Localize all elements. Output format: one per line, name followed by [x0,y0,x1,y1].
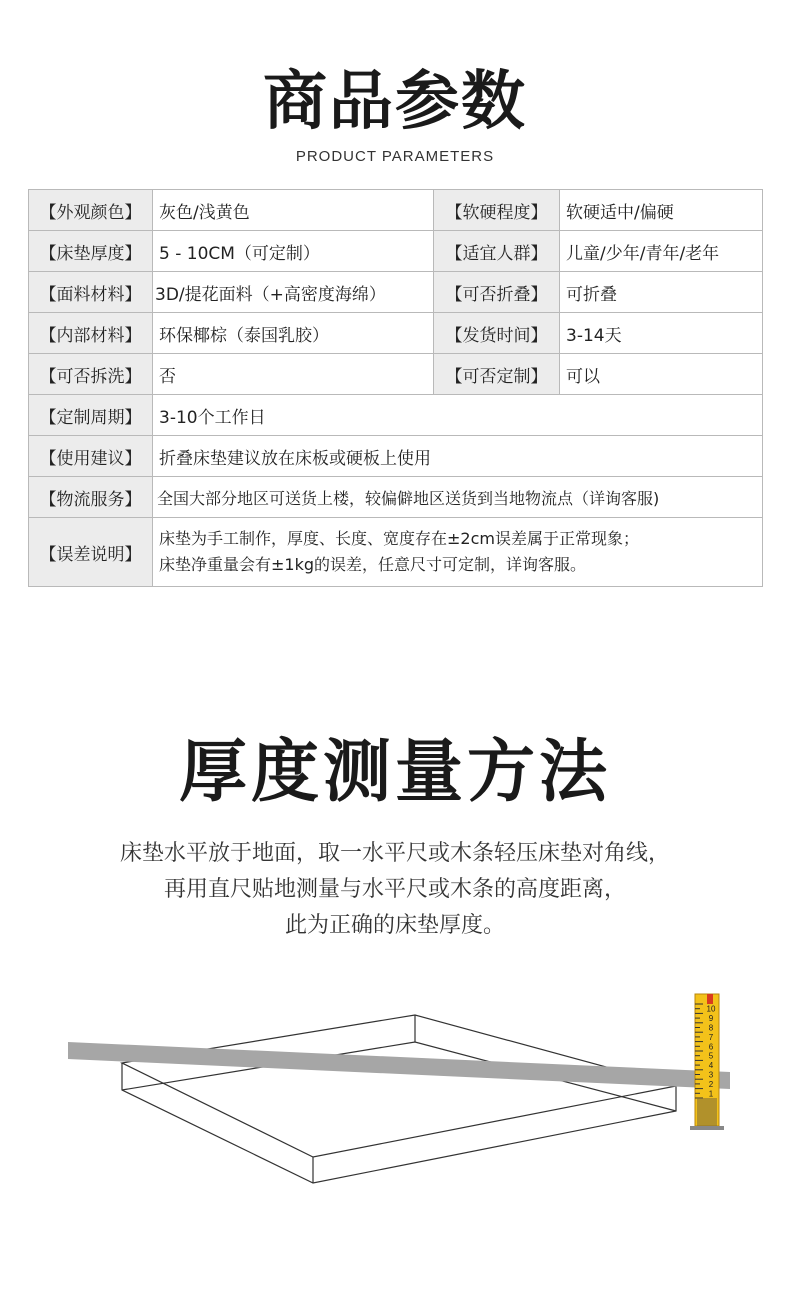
table-row [29,272,763,313]
description-line-3: 此为正确的床垫厚度。 [284,913,505,938]
ruler-digit: 7 [708,1032,714,1042]
ruler-digit: 5 [708,1051,714,1061]
table-row [29,190,763,231]
description-line-2: 再用直尺贴地测量与水平尺或木条的高度距离， [163,877,626,902]
ruler-digit: 1 [708,1089,714,1099]
parameters-table [28,189,763,587]
level-bar [68,1042,730,1089]
param-value [153,518,763,587]
measurement-illustration [0,980,790,1240]
param-value: 灰色/浅黄色 [153,190,434,231]
ruler-digit: 4 [708,1061,714,1071]
table-row [29,231,763,272]
param-value: 5 - 10CM（可定制） [153,231,434,272]
param-label: 【可否折叠】 [434,272,560,313]
table-row [29,354,763,395]
param-label: 【物流服务】 [29,477,153,518]
table-row [29,313,763,354]
param-label: 【适宜人群】 [434,231,560,272]
param-value: 儿童/少年/青年/老年 [560,231,763,272]
param-label: 【外观颜色】 [29,190,153,231]
param-label: 【误差说明】 [29,518,153,587]
table-row [29,436,763,477]
param-label: 【面料材料】 [29,272,153,313]
table-row [29,518,763,587]
measure-title: 厚度测量方法 [178,733,611,812]
ruler-digit: 3 [708,1070,714,1080]
ruler-digit: 2 [708,1079,714,1089]
param-value: 否 [153,354,434,395]
param-label: 【床垫厚度】 [29,231,153,272]
param-label: 【发货时间】 [434,313,560,354]
param-value: 环保椰棕（泰国乳胶） [153,313,434,354]
ruler-digit: 8 [708,1023,714,1033]
page-subtitle: PRODUCT PARAMETERS [295,148,495,165]
tape-measure-icon [690,994,724,1130]
param-value: 可以 [560,354,763,395]
table-row [29,477,763,518]
param-label: 【可否拆洗】 [29,354,153,395]
param-label: 【可否定制】 [434,354,560,395]
param-value: 3-14天 [560,313,763,354]
param-value: 3D/提花面料（+高密度海绵） [153,272,434,313]
ruler-digit: 10 [706,1004,716,1014]
param-label: 【软硬程度】 [434,190,560,231]
param-label: 【内部材料】 [29,313,153,354]
param-value: 可折叠 [560,272,763,313]
param-label: 【使用建议】 [29,436,153,477]
error-note-line-2: 床垫净重量会有±1kg的误差，任意尺寸可定制，详询客服。 [159,555,587,574]
param-label: 【定制周期】 [29,395,153,436]
ruler-digit: 6 [708,1042,714,1052]
param-value: 3-10个工作日 [153,395,763,436]
ruler-digit: 9 [708,1014,714,1024]
page-title: 商品参数 [263,65,527,139]
mattress-wireframe [122,1015,676,1183]
param-value: 全国大部分地区可送货上楼，较偏僻地区送货到当地物流点（详询客服) [153,477,763,518]
measure-description [0,836,790,944]
param-value: 折叠床垫建议放在床板或硬板上使用 [153,436,763,477]
param-value: 软硬适中/偏硬 [560,190,763,231]
description-line-1: 床垫水平放于地面，取一水平尺或木条轻压床垫对角线， [119,841,670,866]
table-row [29,395,763,436]
error-note-line-1: 床垫为手工制作，厚度、长度、宽度存在±2cm误差属于正常现象； [159,529,639,548]
